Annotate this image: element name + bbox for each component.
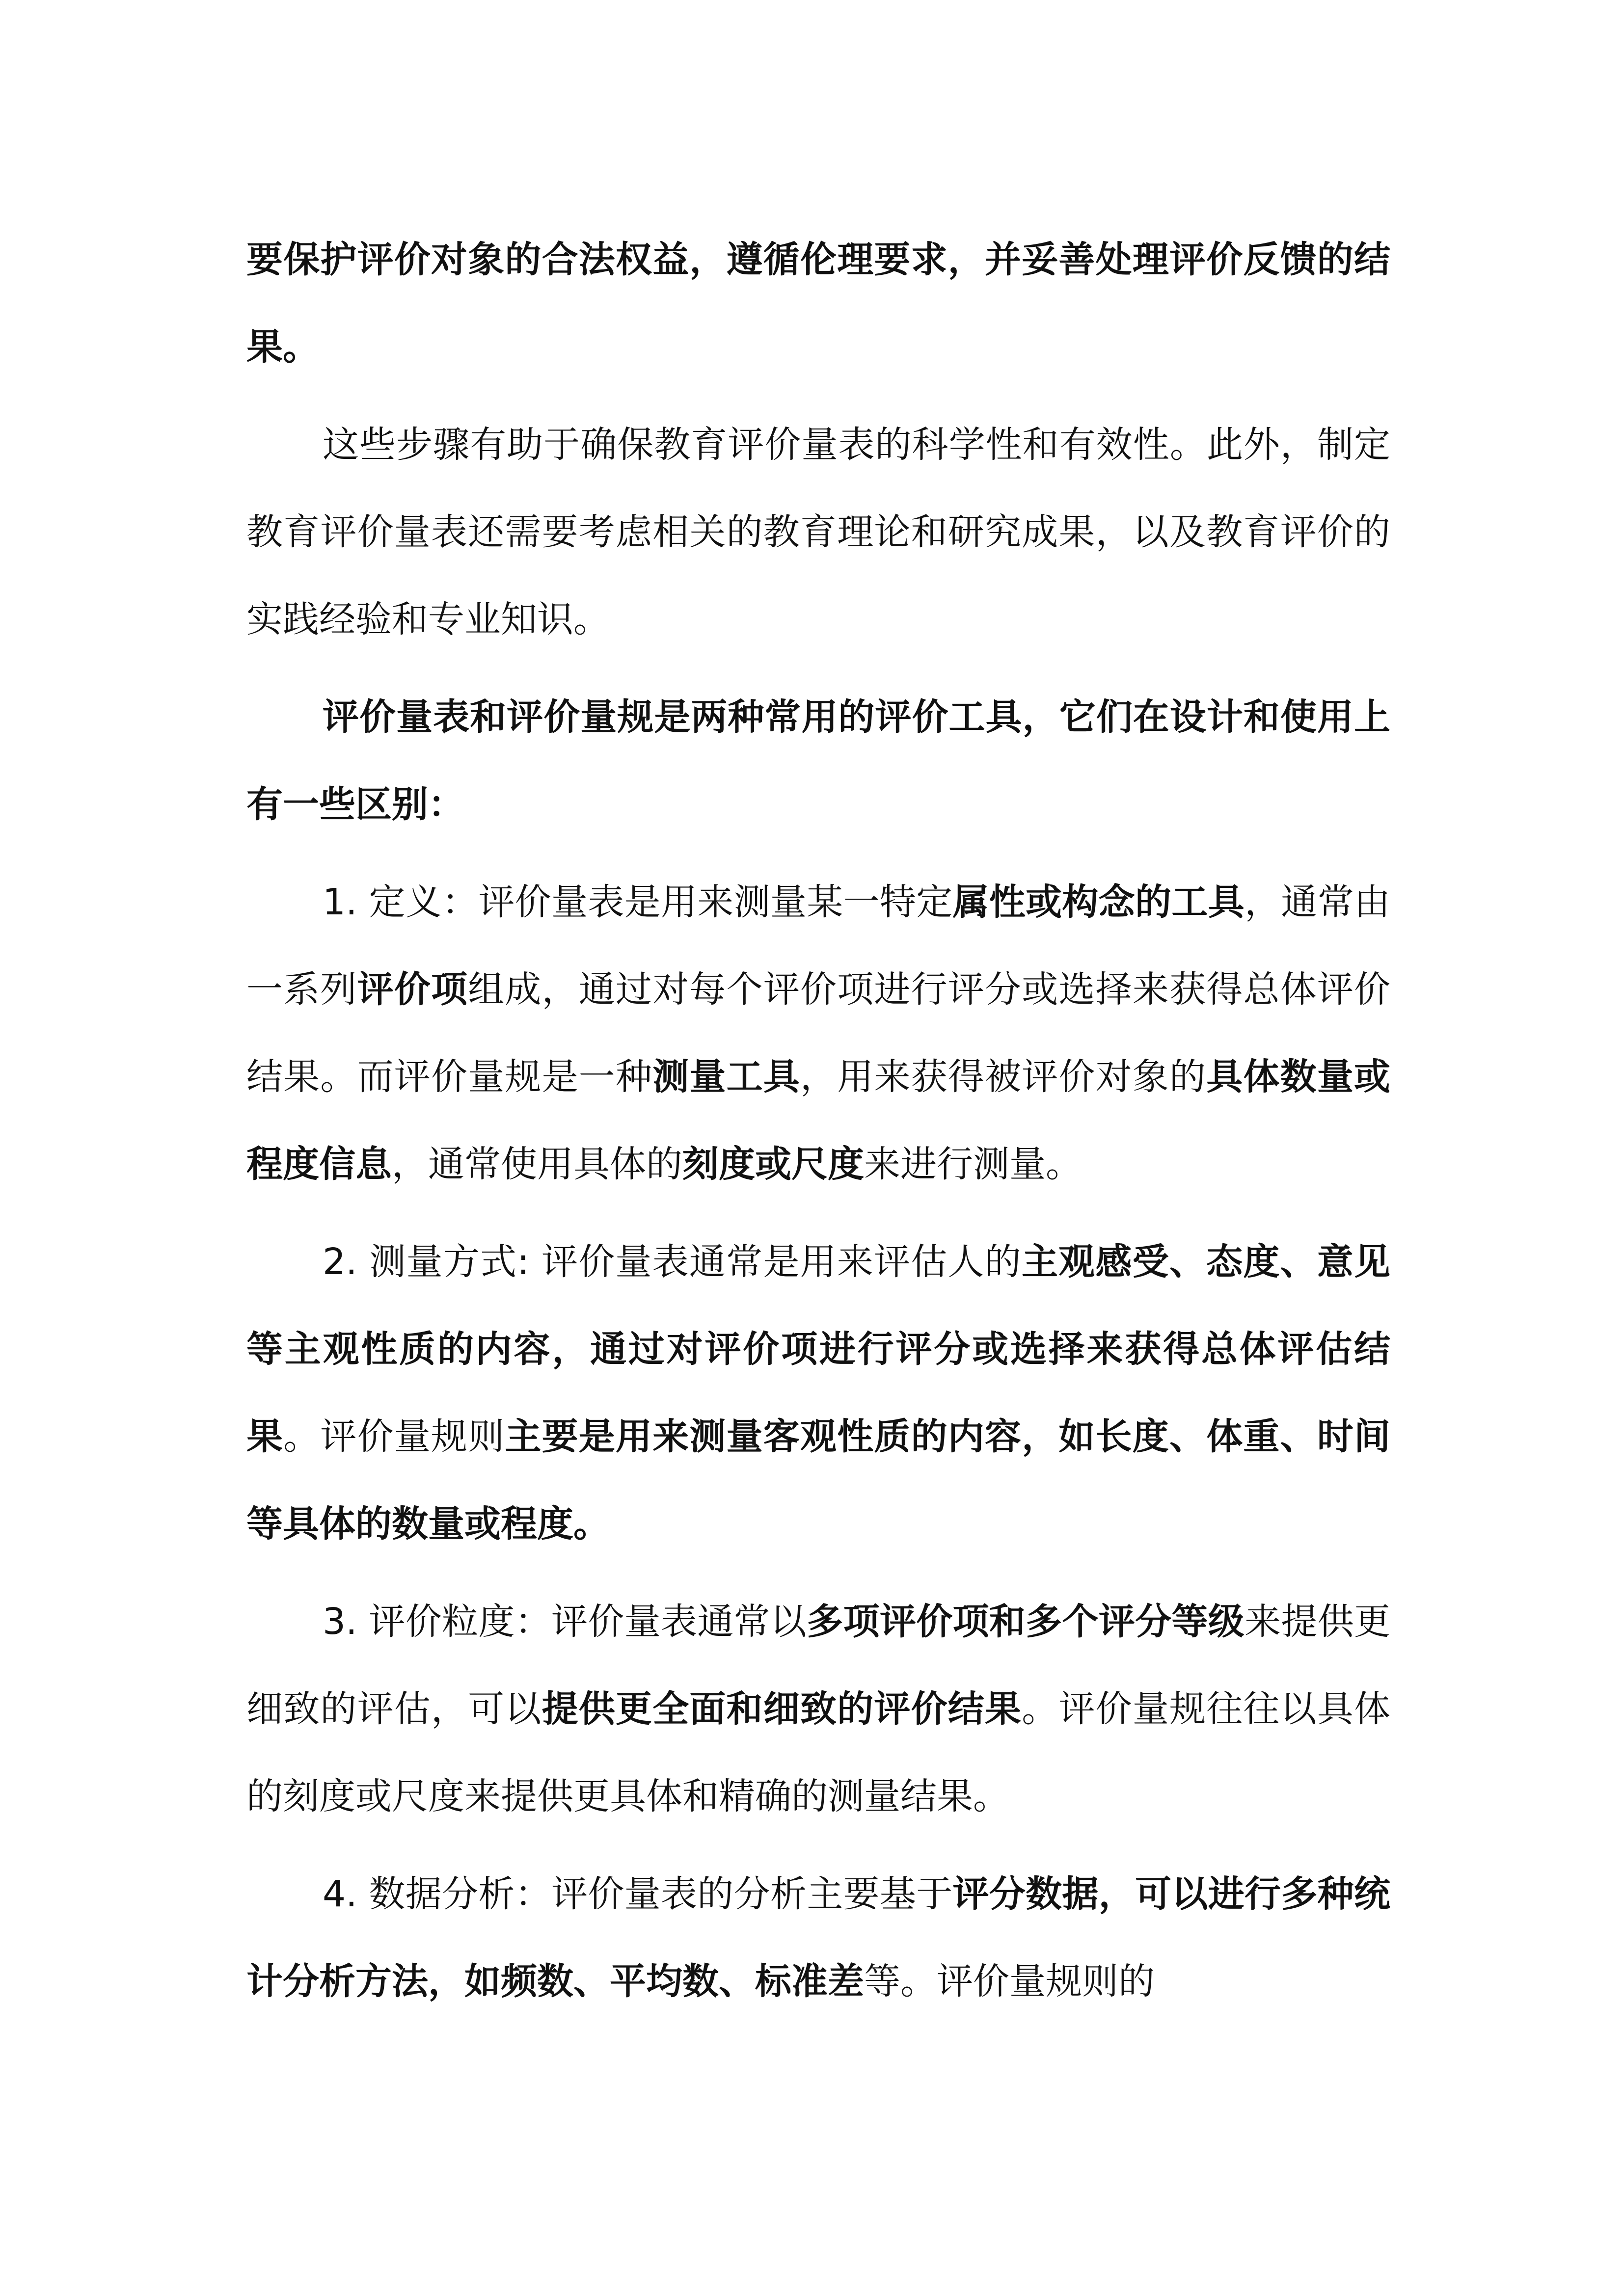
bold-text-run: 提供更全面和细致的评价结果 <box>541 1688 1022 1730</box>
bold-text-run: 要保护评价对象的合法权益，遵循伦理要求，并妥善处理评价反馈的结果。 <box>246 239 1390 368</box>
bold-text-run: 属性或构念的工具 <box>952 881 1245 923</box>
bold-text-run: 测量工具 <box>652 1056 801 1098</box>
text-run: 。评价量规则 <box>283 1415 505 1458</box>
paragraph-granularity <box>246 1578 1390 1840</box>
text-run: ，通常由一系列 <box>246 881 1391 1011</box>
paragraph-2 <box>246 401 1390 663</box>
paragraph-data-analysis <box>246 1850 1390 2025</box>
bold-text-run: 评价项 <box>357 968 468 1011</box>
text-run: 等。评价量规则的 <box>864 1960 1155 2002</box>
text-run: 1. 定义：评价量表是用来测量某一特定 <box>323 881 953 923</box>
bold-text-run: 刻度或尺度 <box>682 1143 864 1185</box>
bold-text-run: 多项评价项和多个评分等级 <box>807 1601 1245 1643</box>
bold-text-run: 评分数据，可以进行多种统计分析方法，如频数、平均数、标准差 <box>246 1873 1391 2002</box>
document-page <box>246 216 1390 2035</box>
paragraph-1 <box>246 216 1390 391</box>
text-run: 。评价量规往往以具体的刻度或尺度来提供更具体和精确的测量结果。 <box>246 1688 1391 1817</box>
bold-text-run: 主要是用来测量客观性质的内容，如长度、体重、时间等具体的数量或程度。 <box>246 1415 1391 1545</box>
text-run: 3. 评价粒度：评价量表通常以 <box>323 1601 807 1643</box>
bold-text-run: 具体数量或程度信息 <box>246 1056 1391 1185</box>
paragraph-definition <box>246 858 1390 1208</box>
bold-text-run: 主观感受、态度、意见等主观性质的内容，通过对评价项进行评分或选择来获得总体评估结果 <box>246 1241 1391 1458</box>
paragraph-3 <box>246 673 1390 848</box>
text-run: 来进行测量。 <box>864 1143 1082 1185</box>
text-run: 来提供更细致的评估，可以 <box>246 1601 1391 1730</box>
text-run: 这些步骤有助于确保教育评价量表的科学性和有效性。此外，制定教育评价量表还需要考虑相关的教育理论和研究成果，以及教育评价的实践经验和专业知识。 <box>246 424 1390 641</box>
text-run: 4. 数据分析：评价量表的分析主要基于 <box>323 1873 953 1915</box>
text-run: ，用来获得被评价对象的 <box>800 1056 1207 1098</box>
text-run: 2. 测量方式: 评价量表通常是用来评估人的 <box>323 1241 1022 1283</box>
bold-text-run: 评价量表和评价量规是两种常用的评价工具，它们在设计和使用上有一些区别： <box>246 696 1390 826</box>
text-run: ，通常使用具体的 <box>392 1143 682 1185</box>
paragraph-measurement-method <box>246 1218 1390 1568</box>
text-run: 组成，通过对每个评价项进行评分或选择来获得总体评价结果。而评价量规是一种 <box>246 968 1391 1098</box>
